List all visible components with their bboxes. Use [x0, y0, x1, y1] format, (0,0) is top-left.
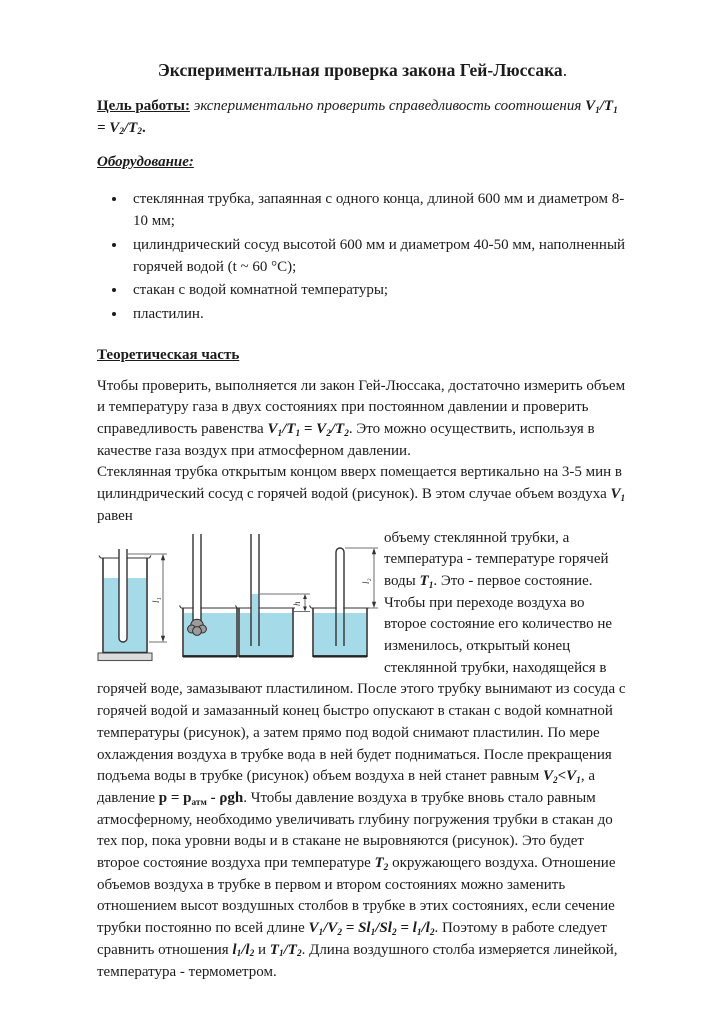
water-fill: [314, 613, 366, 657]
theory-paragraph-2-text: объему стеклянной трубки, а температура - температуре горячей воды $T_1$. Это - первое состояние. Чтобы при переходе воздуха во второе состояние его количество не изменилось, открытый конец стеклянной трубки, находящейся в горячей воде, замазывают пластилином. После этого трубку вынимают из сосуда с горячей водой и замазанный конец быстро опускают в стакан с водой комнатной температуры (рисунок), а затем прямо под водой снимают пластилин. По мере охлаждения воздуха в трубке вода в ней будет подниматься. После прекращения подъема воды в трубке (рисунок) объем воздуха в ней станет равным $V_2<V_1$, а давление $p = p_{атм} - \rho gh$. Чтобы давление воздуха в трубке вновь стало равным атмосферному, необходимо увеличивать глубину погружения трубки в стакан до тех пор, пока уровни воды и в стакане не выровняются (рисунок). Это будет второе состояние воздуха при температуре $T_2$ окружающего воздуха. Отношение объемов воздуха в трубке в первом и втором состояниях можно заменить отношением высот воздушных столбов в трубке в этих состояниях, если сечение трубки постоянно по всей длине $V_1/V_2 = Sl_1/Sl_2 = l_1/l_2$. Поэтому в работе следует сравнить отношения $l_1/l_2$ и $T_1/T_2$. Длина воздушного столба измеряется линейкой, температура - термометром.: [97, 529, 626, 980]
water-fill: [184, 613, 236, 657]
theory-heading: Теоретическая часть: [97, 346, 240, 363]
theory-paragraph-2-body: [97, 528, 628, 984]
theory-paragraph-1: Чтобы проверить, выполняется ли закон Гей-Люссака, достаточно измерить объем и температуру газа в двух состояниях при постоянном давлении и проверить справедливость равенства $V_1/T_1 = V_2/T_2$. Это можно осуществить, используя в качестве газа воздух при атмосферном давлении.: [97, 377, 626, 459]
figure-setup-plasticine-seal: [180, 534, 240, 657]
figure-setup-water-risen: [236, 534, 311, 657]
equipment-list: [97, 189, 628, 326]
theory-paragraph-2-intro: Стеклянная трубка открытым концом вверх помещается вертикально на 3-5 мин в цилиндрический сосуд с горячей водой (рисунок). В этом случае объем воздуха $V_1$ равен: [97, 464, 626, 524]
figure-label-l2: l₂: [361, 577, 371, 584]
figure-setup-levels-equal: [310, 548, 379, 657]
equipment-item: • стакан с водой комнатной температуры;: [127, 280, 628, 302]
equipment-item: • цилиндрический сосуд высотой 600 мм и диаметром 40-50 мм, наполненный горячей водой (t ~ 60 °C);: [127, 235, 628, 279]
figure-setup-hot-cylinder: [98, 549, 167, 661]
tube-water-column: [252, 594, 259, 646]
equipment-item: • стеклянная трубка, запаянная с одного конца, длиной 600 мм и диаметром 8-10 мм;: [127, 189, 628, 233]
water-fill: [240, 613, 292, 657]
experiment-figure: [97, 534, 379, 666]
document-title: Экспериментальная проверка закона Гей-Люссака.: [157, 60, 568, 80]
figure-label-l1: l₁: [151, 596, 161, 603]
figure-label-h: h: [292, 601, 302, 606]
goal-paragraph: Цель работы: экспериментально проверить справедливость соотношения $V_1/T_1 = V_2/T_2$.: [97, 98, 618, 138]
equipment-item: • пластилин.: [127, 304, 628, 326]
equipment-heading: Оборудование:: [97, 154, 194, 171]
